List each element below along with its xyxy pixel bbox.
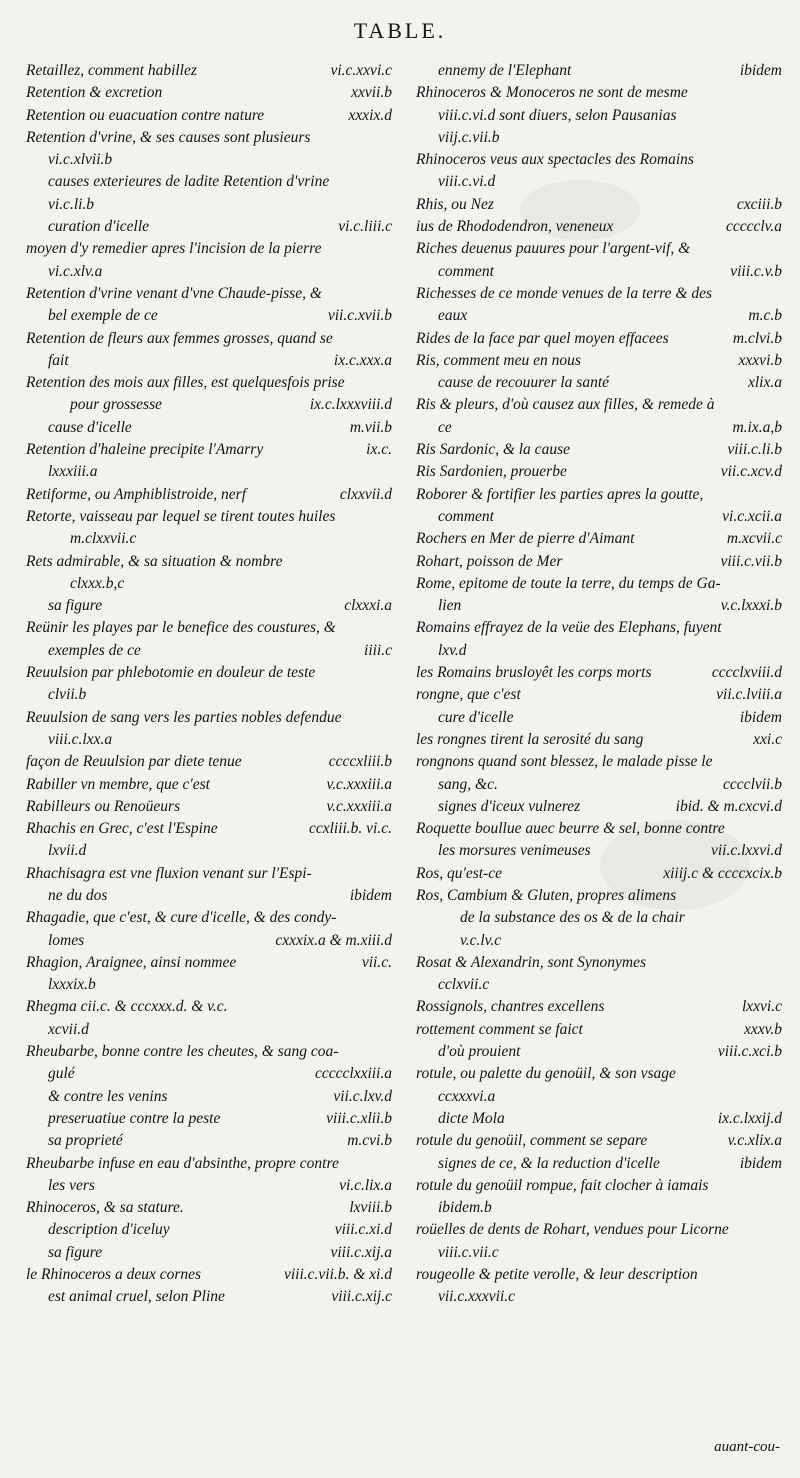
entry-text: Retorte, vaisseau par lequel se tirent toutes huiles — [26, 507, 336, 525]
index-entry — [416, 105, 786, 127]
index-entry — [416, 283, 786, 305]
entry-text: m.clxxvii.c — [70, 530, 137, 548]
index-entry — [416, 729, 786, 751]
entry-text: lien — [438, 597, 462, 615]
index-entry — [416, 82, 786, 104]
entry-text: v.c.lv.c — [460, 931, 502, 949]
index-entry — [26, 707, 396, 729]
index-entry — [416, 996, 786, 1018]
index-entry — [26, 484, 396, 506]
entry-text: clvii.b — [48, 686, 87, 704]
index-entry — [416, 1286, 786, 1308]
entry-text: Riches deuenus pauures pour l'argent-vif, & — [416, 240, 691, 258]
entry-reference: v.c.xxxiii.a — [326, 797, 392, 815]
entry-reference: viii.c.xi.d — [334, 1221, 392, 1239]
entry-text: Rossignols, chantres excellens — [416, 998, 605, 1016]
index-entry — [26, 863, 396, 885]
index-column-left — [26, 60, 396, 1309]
index-entry — [416, 551, 786, 573]
index-entry — [416, 439, 786, 461]
entry-reference: vii.c.lxv.d — [333, 1087, 392, 1105]
entry-reference: cccclxviii.d — [711, 664, 782, 682]
index-entry — [416, 1242, 786, 1264]
entry-reference: ix.c.xxx.a — [333, 351, 392, 369]
index-entry — [416, 194, 786, 216]
index-entry — [416, 238, 786, 260]
index-entry — [26, 238, 396, 260]
index-entry — [416, 372, 786, 394]
index-entry — [26, 974, 396, 996]
index-entry — [416, 350, 786, 372]
entry-reference: v.c.lxxxi.b — [720, 597, 782, 615]
entry-text: Rhagion, Araignee, ainsi nommee — [26, 953, 237, 971]
index-entry — [416, 1108, 786, 1130]
index-entry — [416, 328, 786, 350]
index-entry — [416, 1175, 786, 1197]
entry-reference: vi.c.lix.a — [339, 1176, 392, 1194]
index-entry — [26, 1264, 396, 1286]
index-entry — [26, 617, 396, 639]
entry-reference: lxxvi.c — [741, 998, 782, 1016]
entry-reference: iiii.c — [364, 641, 392, 659]
entry-reference: cxciii.b — [736, 195, 782, 213]
entry-text: vi.c.xlvii.b — [48, 151, 113, 169]
entry-text: viii.c.vii.c — [438, 1243, 499, 1261]
entry-text: les vers — [48, 1176, 95, 1194]
entry-text: Ris Sardonic, & la cause — [416, 441, 570, 459]
index-entry — [26, 551, 396, 573]
entry-reference: viii.c.xci.b — [717, 1043, 782, 1061]
index-entry — [26, 729, 396, 751]
index-entry — [26, 394, 396, 416]
index-entry — [26, 283, 396, 305]
index-entry — [416, 171, 786, 193]
entry-text: les rongnes tirent la serosité du sang — [416, 730, 644, 748]
entry-reference: ibidem — [739, 62, 782, 79]
entry-text: sa figure — [48, 1243, 103, 1261]
index-entry — [416, 885, 786, 907]
index-entry — [416, 818, 786, 840]
entry-text: fait — [48, 351, 69, 369]
index-entry — [26, 774, 396, 796]
catchword: auant-cou- — [714, 1439, 780, 1455]
entry-text: signes de ce, & la reduction d'icelle — [438, 1154, 660, 1172]
entry-text: Reünir les playes par le benefice des coustures, & — [26, 619, 336, 637]
entry-text: Rhagadie, que c'est, & cure d'icelle, & des condy- — [26, 909, 337, 927]
entry-text: signes d'iceux vulnerez — [438, 797, 581, 815]
index-entry — [26, 1242, 396, 1264]
entry-text: Ris Sardonien, prouerbe — [416, 463, 567, 481]
entry-reference: xlix.a — [748, 374, 782, 392]
index-entry — [26, 751, 396, 773]
entry-text: lxxxix.b — [48, 976, 96, 994]
index-entry — [26, 1130, 396, 1152]
entry-text: causes exterieures de ladite Retention d'vrine — [48, 173, 330, 191]
entry-text: Rabilleurs ou Renoüeurs — [26, 797, 181, 815]
index-entry — [26, 171, 396, 193]
entry-reference: viii.c.li.b — [727, 441, 782, 459]
entry-reference: ccccclv.a — [725, 218, 782, 236]
index-entry — [26, 796, 396, 818]
entry-reference: m.cvi.b — [347, 1132, 392, 1150]
entry-text: Rhachis en Grec, c'est l'Espine — [26, 820, 218, 838]
index-entry — [416, 684, 786, 706]
entry-reference: v.c.xxxiii.a — [326, 775, 392, 793]
entry-text: comment — [438, 262, 494, 280]
entry-text: Ris & pleurs, d'où causez aux filles, & remede à — [416, 396, 715, 414]
index-entry — [26, 1153, 396, 1175]
entry-text: vi.c.xlv.a — [48, 262, 103, 280]
entry-reference: lxviii.b — [349, 1199, 392, 1217]
entry-text: viii.c.lxx.a — [48, 730, 113, 748]
index-entry — [416, 840, 786, 862]
page-title: TABLE. — [353, 18, 447, 43]
entry-reference: vi.c.liii.c — [338, 218, 392, 236]
entry-reference: clxxxi.a — [344, 597, 392, 615]
entry-reference: m.ix.a,b — [732, 418, 782, 436]
entry-text: Reuulsion par phlebotomie en douleur de teste — [26, 664, 316, 682]
entry-text: les Romains brusloyêt les corps morts — [416, 664, 652, 682]
entry-text: rotule du genoüil, comment se separe — [416, 1132, 648, 1150]
index-entry — [416, 1130, 786, 1152]
entry-text: dicte Mola — [438, 1109, 505, 1127]
entry-text: Rhinoceros, & sa stature. — [26, 1199, 184, 1217]
index-entry — [416, 1153, 786, 1175]
entry-text: Retention d'vrine, & ses causes sont plusieurs — [26, 128, 311, 146]
entry-text: Rosat & Alexandrin, sont Synonymes — [416, 953, 647, 971]
entry-text: Ros, qu'est-ce — [416, 864, 502, 882]
entry-text: Roquette boullue auec beurre & sel, bonne contre — [416, 820, 725, 838]
entry-text: sa figure — [48, 597, 103, 615]
entry-reference: ix.c.lxxxviii.d — [309, 396, 392, 414]
index-entry — [26, 350, 396, 372]
index-entry — [416, 974, 786, 996]
entry-text: Retiforme, ou Amphiblistroide, nerf — [26, 485, 246, 503]
index-entry — [26, 818, 396, 840]
index-entry — [416, 1197, 786, 1219]
index-entry — [416, 60, 786, 82]
entry-text: Retention & excretion — [26, 84, 163, 102]
entry-text: Rets admirable, & sa situation & nombre — [26, 552, 283, 570]
entry-reference: xxi.c — [753, 730, 782, 748]
entry-text: lxv.d — [438, 641, 467, 659]
entry-reference: vi.c.xxvi.c — [330, 62, 392, 79]
entry-text: rottement comment se faict — [416, 1020, 583, 1038]
entry-reference: ccxliii.b. vi.c. — [308, 820, 392, 838]
index-entry — [416, 484, 786, 506]
entry-text: viii.c.vi.d sont diuers, selon Pausanias — [438, 106, 677, 124]
index-entry — [416, 305, 786, 327]
index-entry — [416, 1063, 786, 1085]
index-entry — [26, 885, 396, 907]
entry-text: ce — [438, 418, 452, 436]
entry-text: eaux — [438, 307, 468, 325]
entry-text: Rome, epitome de toute la terre, du temps de Ga- — [416, 574, 721, 592]
entry-text: gulé — [48, 1065, 75, 1083]
entry-text: Ros, Cambium & Gluten, propres alimens — [416, 886, 677, 904]
entry-reference: xxxix.d — [348, 106, 392, 124]
entry-reference: ibidem — [739, 708, 782, 726]
entry-text: ccxxxvi.a — [438, 1087, 496, 1105]
index-entry — [416, 573, 786, 595]
index-entry — [26, 105, 396, 127]
entry-text: d'où prouient — [438, 1043, 521, 1061]
entry-text: exemples de ce — [48, 641, 141, 659]
index-entry — [416, 662, 786, 684]
entry-text: & contre les venins — [48, 1087, 168, 1105]
index-entry — [416, 216, 786, 238]
entry-text: Retention d'haleine precipite l'Amarry — [26, 441, 264, 459]
entry-text: lxxxiii.a — [48, 463, 98, 481]
entry-text: xcvii.d — [48, 1020, 89, 1038]
entry-reference: ibid. & m.cxcvi.d — [675, 797, 782, 815]
index-entry — [416, 617, 786, 639]
index-entry — [416, 774, 786, 796]
index-entry — [26, 952, 396, 974]
index-entry — [416, 863, 786, 885]
index-entry — [416, 1041, 786, 1063]
index-entry — [26, 1197, 396, 1219]
index-entry — [416, 506, 786, 528]
entry-text: comment — [438, 507, 494, 525]
index-column-right — [416, 60, 786, 1309]
entry-text: Reuulsion de sang vers les parties nobles defendue — [26, 708, 342, 726]
entry-text: moyen d'y remedier apres l'incision de la pierre — [26, 240, 322, 258]
entry-text: Richesses de ce monde venues de la terre & des — [416, 284, 712, 302]
entry-text: Rohart, poisson de Mer — [416, 552, 563, 570]
entry-text: vi.c.li.b — [48, 195, 95, 213]
entry-reference: clxxvii.d — [339, 485, 392, 503]
index-entry — [416, 952, 786, 974]
entry-text: ne du dos — [48, 886, 108, 904]
index-entry — [26, 1041, 396, 1063]
index-entry — [416, 907, 786, 929]
index-entry — [416, 751, 786, 773]
entry-reference: cccclvii.b — [723, 775, 782, 793]
entry-reference: m.xcvii.c — [726, 530, 782, 548]
index-entry — [26, 907, 396, 929]
index-entry — [26, 840, 396, 862]
entry-reference: viii.c.xij.a — [330, 1243, 392, 1261]
index-entry — [26, 996, 396, 1018]
entry-reference: viii.c.xlii.b — [326, 1109, 392, 1127]
index-entry — [26, 930, 396, 952]
entry-text: cause de recouurer la santé — [438, 374, 610, 392]
entry-text: description d'iceluy — [48, 1221, 170, 1239]
entry-text: Retention d'vrine venant d'vne Chaude-pisse, & — [26, 284, 322, 302]
index-entry — [26, 595, 396, 617]
entry-reference: viii.c.vii.b. & xi.d — [283, 1266, 392, 1284]
entry-text: rougeolle & petite verolle, & leur description — [416, 1266, 698, 1284]
index-entry — [26, 417, 396, 439]
entry-text: rongne, que c'est — [416, 686, 521, 704]
entry-reference: m.c.b — [748, 307, 782, 325]
entry-reference: viii.c.v.b — [730, 262, 782, 280]
entry-text: les morsures venimeuses — [438, 842, 591, 860]
index-entry — [26, 216, 396, 238]
entry-reference: xxxv.b — [744, 1020, 782, 1038]
entry-text: lomes — [48, 931, 85, 949]
entry-text: de la substance des os & de la chair — [460, 909, 685, 927]
entry-text: Rheubarbe, bonne contre les cheutes, & sang coa- — [26, 1043, 339, 1061]
entry-text: Rochers en Mer de pierre d'Aimant — [416, 530, 635, 548]
entry-text: façon de Reuulsion par diete tenue — [26, 753, 242, 771]
entry-reference: v.c.xlix.a — [727, 1132, 782, 1150]
index-entry — [416, 261, 786, 283]
entry-text: Romains effrayez de la veüe des Elephans, fuyent — [416, 619, 722, 637]
index-entry — [416, 707, 786, 729]
entry-text: Ris, comment meu en nous — [416, 351, 581, 369]
entry-text: rotule, ou palette du genoüil, & son vsage — [416, 1065, 676, 1083]
entry-reference: ccccxliii.b — [328, 753, 392, 771]
index-entry — [26, 372, 396, 394]
entry-text: le Rhinoceros a deux cornes — [26, 1266, 202, 1284]
index-entry — [26, 1286, 396, 1308]
index-entry — [26, 1175, 396, 1197]
index-entry — [26, 127, 396, 149]
index-entry — [416, 127, 786, 149]
entry-reference: ibidem — [739, 1154, 782, 1172]
entry-text: Roborer & fortifier les parties apres la goutte, — [416, 485, 704, 503]
entry-reference: m.vii.b — [349, 418, 392, 436]
index-entry — [416, 1019, 786, 1041]
entry-text: viij.c.vii.b — [438, 128, 500, 146]
entry-reference: vii.c.xvii.b — [327, 307, 392, 325]
index-entry — [416, 149, 786, 171]
entry-reference: ccccclxxiii.a — [314, 1065, 392, 1083]
entry-text: Rhegma cii.c. & cccxxx.d. & v.c. — [26, 998, 228, 1016]
index-entry — [416, 417, 786, 439]
entry-text: curation d'icelle — [48, 218, 150, 236]
entry-text: Rides de la face par quel moyen effacees — [416, 329, 669, 347]
entry-text: ibidem.b — [438, 1199, 492, 1217]
index-entry — [26, 528, 396, 550]
entry-text: ius de Rhododendron, veneneux — [416, 218, 614, 236]
entry-text: cure d'icelle — [438, 708, 514, 726]
index-entry — [416, 930, 786, 952]
index-entry — [416, 1264, 786, 1286]
entry-text: Rhinoceros & Monoceros ne sont de mesme — [416, 84, 688, 102]
entry-text: bel exemple de ce — [48, 307, 158, 325]
index-entry — [26, 60, 396, 82]
entry-reference: cxxxix.a & m.xiii.d — [275, 931, 392, 949]
index-entry — [26, 1019, 396, 1041]
entry-text: clxxx.b,c — [70, 574, 125, 592]
entry-reference: viii.c.vii.b — [720, 552, 782, 570]
entry-text: Retention ou euacuation contre nature — [26, 106, 265, 124]
entry-text: rongnons quand sont blessez, le malade pisse le — [416, 753, 713, 771]
index-entry — [416, 1086, 786, 1108]
index-entry — [416, 394, 786, 416]
entry-text: preseruatiue contre la peste — [48, 1109, 221, 1127]
index-entry — [416, 1219, 786, 1241]
entry-reference: ix.c.lxxij.d — [717, 1109, 782, 1127]
index-entry — [26, 194, 396, 216]
index-entry — [26, 640, 396, 662]
entry-reference: ibidem — [349, 886, 392, 904]
index-entry — [26, 439, 396, 461]
entry-reference: xxxvi.b — [738, 351, 782, 369]
entry-text: roüelles de dents de Rohart, vendues pour Licorne — [416, 1221, 729, 1239]
index-entry — [26, 1063, 396, 1085]
entry-text: Rhachisagra est vne fluxion venant sur l'Espi- — [26, 864, 312, 882]
entry-text: Rheubarbe infuse en eau d'absinthe, propre contre — [26, 1154, 339, 1172]
entry-text: Rabiller vn membre, que c'est — [26, 775, 210, 793]
entry-reference: vii.c.lviii.a — [716, 686, 782, 704]
entry-reference: vii.c.xcv.d — [720, 463, 782, 481]
entry-text: est animal cruel, selon Pline — [48, 1288, 225, 1306]
entry-reference: xxvii.b — [351, 84, 392, 102]
index-entry — [26, 573, 396, 595]
entry-reference: viii.c.xij.c — [331, 1288, 392, 1306]
index-entry — [26, 684, 396, 706]
entry-text: Rhinoceros veus aux spectacles des Romains — [416, 151, 694, 169]
entry-text: cclxvii.c — [438, 976, 490, 994]
index-entry — [416, 640, 786, 662]
index-entry — [416, 461, 786, 483]
index-entry — [26, 1108, 396, 1130]
entry-text: lxvii.d — [48, 842, 87, 860]
entry-text: sang, &c. — [438, 775, 498, 793]
entry-text: vii.c.xxxvii.c — [438, 1288, 516, 1306]
entry-reference: m.clvi.b — [732, 329, 782, 347]
entry-text: ennemy de l'Elephant — [438, 62, 572, 79]
index-entry — [416, 528, 786, 550]
index-entry — [26, 506, 396, 528]
entry-text: pour grossesse — [70, 396, 163, 414]
index-entry — [26, 261, 396, 283]
index-entry — [26, 328, 396, 350]
entry-reference: vi.c.xcii.a — [722, 507, 782, 525]
entry-text: Retention de fleurs aux femmes grosses, quand se — [26, 329, 333, 347]
index-entry — [416, 796, 786, 818]
entry-text: Retention des mois aux filles, est quelquesfois prise — [26, 374, 345, 392]
entry-text: sa proprieté — [48, 1132, 123, 1150]
index-entry — [26, 461, 396, 483]
entry-text: Retaillez, comment habillez — [26, 62, 197, 79]
entry-reference: vii.c.lxxvi.d — [711, 842, 782, 860]
entry-text: Rhis, ou Nez — [416, 195, 494, 213]
entry-text: rotule du genoüil rompue, fait clocher à iamais — [416, 1176, 709, 1194]
index-entry — [26, 305, 396, 327]
index-entry — [26, 82, 396, 104]
entry-reference: vii.c. — [361, 953, 392, 971]
entry-text: viii.c.vi.d — [438, 173, 496, 191]
entry-reference: xiiij.c & ccccxcix.b — [663, 864, 782, 882]
index-entry — [26, 662, 396, 684]
entry-text: cause d'icelle — [48, 418, 132, 436]
index-entry — [416, 595, 786, 617]
index-entry — [26, 1086, 396, 1108]
index-entry — [26, 149, 396, 171]
entry-reference: ix.c. — [366, 441, 392, 459]
index-entry — [26, 1219, 396, 1241]
